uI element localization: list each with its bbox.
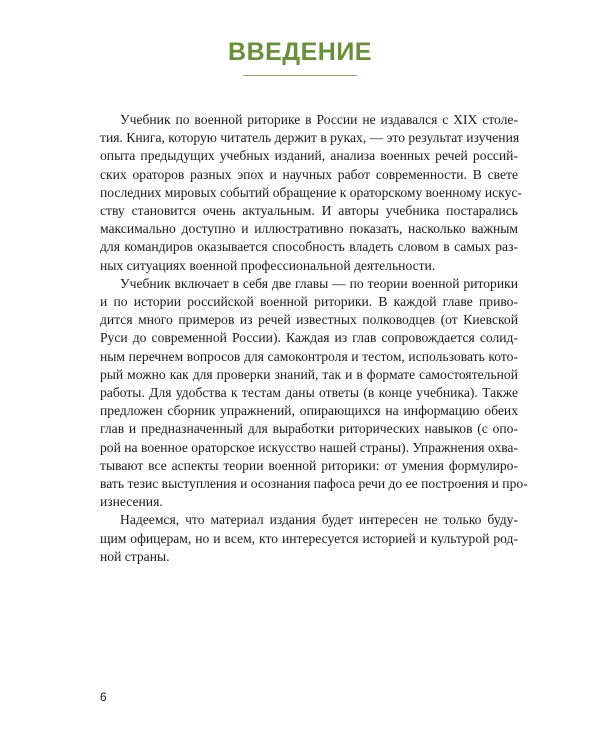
text-line: глав и предназначенный для выработки риторических навыков (с опо- (100, 421, 518, 437)
text-line: тия. Книга, которую читатель держит в руках, — это результат изучения (100, 130, 520, 146)
page-title: ВВЕДЕНИЕ (228, 38, 372, 66)
body-text (100, 111, 528, 566)
text-line: для командиров оказывается способность владеть словом в самых раз- (100, 239, 518, 255)
text-line: дится много примеров из речей известных полководцев (от Киевской (100, 312, 518, 328)
text-line: ских ораторов разных эпох и научных работ современности. В свете (100, 166, 518, 182)
title-underline (243, 75, 357, 76)
text-line: Учебник по военной риторике в России не издавался с XIX столе- (120, 112, 518, 127)
text-line: изнесения. (100, 494, 163, 510)
text-line: Руси до современной России). Каждая из глав сопровождается солид- (100, 330, 518, 346)
text-line: максимально доступно и иллюстративно показать, насколько важным (100, 221, 518, 237)
text-line: тывают все аспекты теории военной риторики: от умения формулиро- (100, 457, 518, 473)
text-line: рый можно как для проверки знаний, так и в формате самостоятельной (100, 366, 518, 382)
text-line: предложен сборник упражнений, опирающихся на информацию обеих (100, 403, 518, 419)
page-number: 6 (100, 690, 107, 704)
text-line: и по истории российской военной риторики. В каждой главе приво- (100, 294, 518, 310)
text-line: ным перечнем вопросов для самоконтроля и тестом, использовать кото- (100, 348, 518, 364)
paragraph (100, 275, 528, 512)
text-line: щим офицерам, но и всем, кто интересуется историей и культурой род- (100, 530, 518, 546)
text-line: ной страны. (100, 548, 170, 564)
text-line: последних мировых событий обращение к ораторскому военному искус- (100, 184, 522, 200)
paragraph (100, 511, 518, 566)
text-line: ных ситуациях военной профессиональной деятельности. (100, 257, 436, 273)
text-line: работы. Для удобства к тестам даны ответы (в конце учебника). Также (100, 385, 518, 401)
text-line: опыта предыдущих учебных изданий, анализа военных речей россий- (100, 148, 518, 164)
text-line: Надеемся, что материал издания будет интересен не только буду- (120, 512, 518, 528)
paragraph (100, 111, 522, 275)
text-line: рой на военное ораторское искусство нашей страны). Упражнения охва- (100, 439, 518, 455)
text-line: Учебник включает в себя две главы — по теории военной риторики (120, 275, 518, 291)
text-line: ству становится очень актуальным. И авторы учебника постарались (100, 203, 518, 219)
text-line: вать тезис выступления и осознания пафоса речи до ее построения и про- (100, 476, 528, 492)
